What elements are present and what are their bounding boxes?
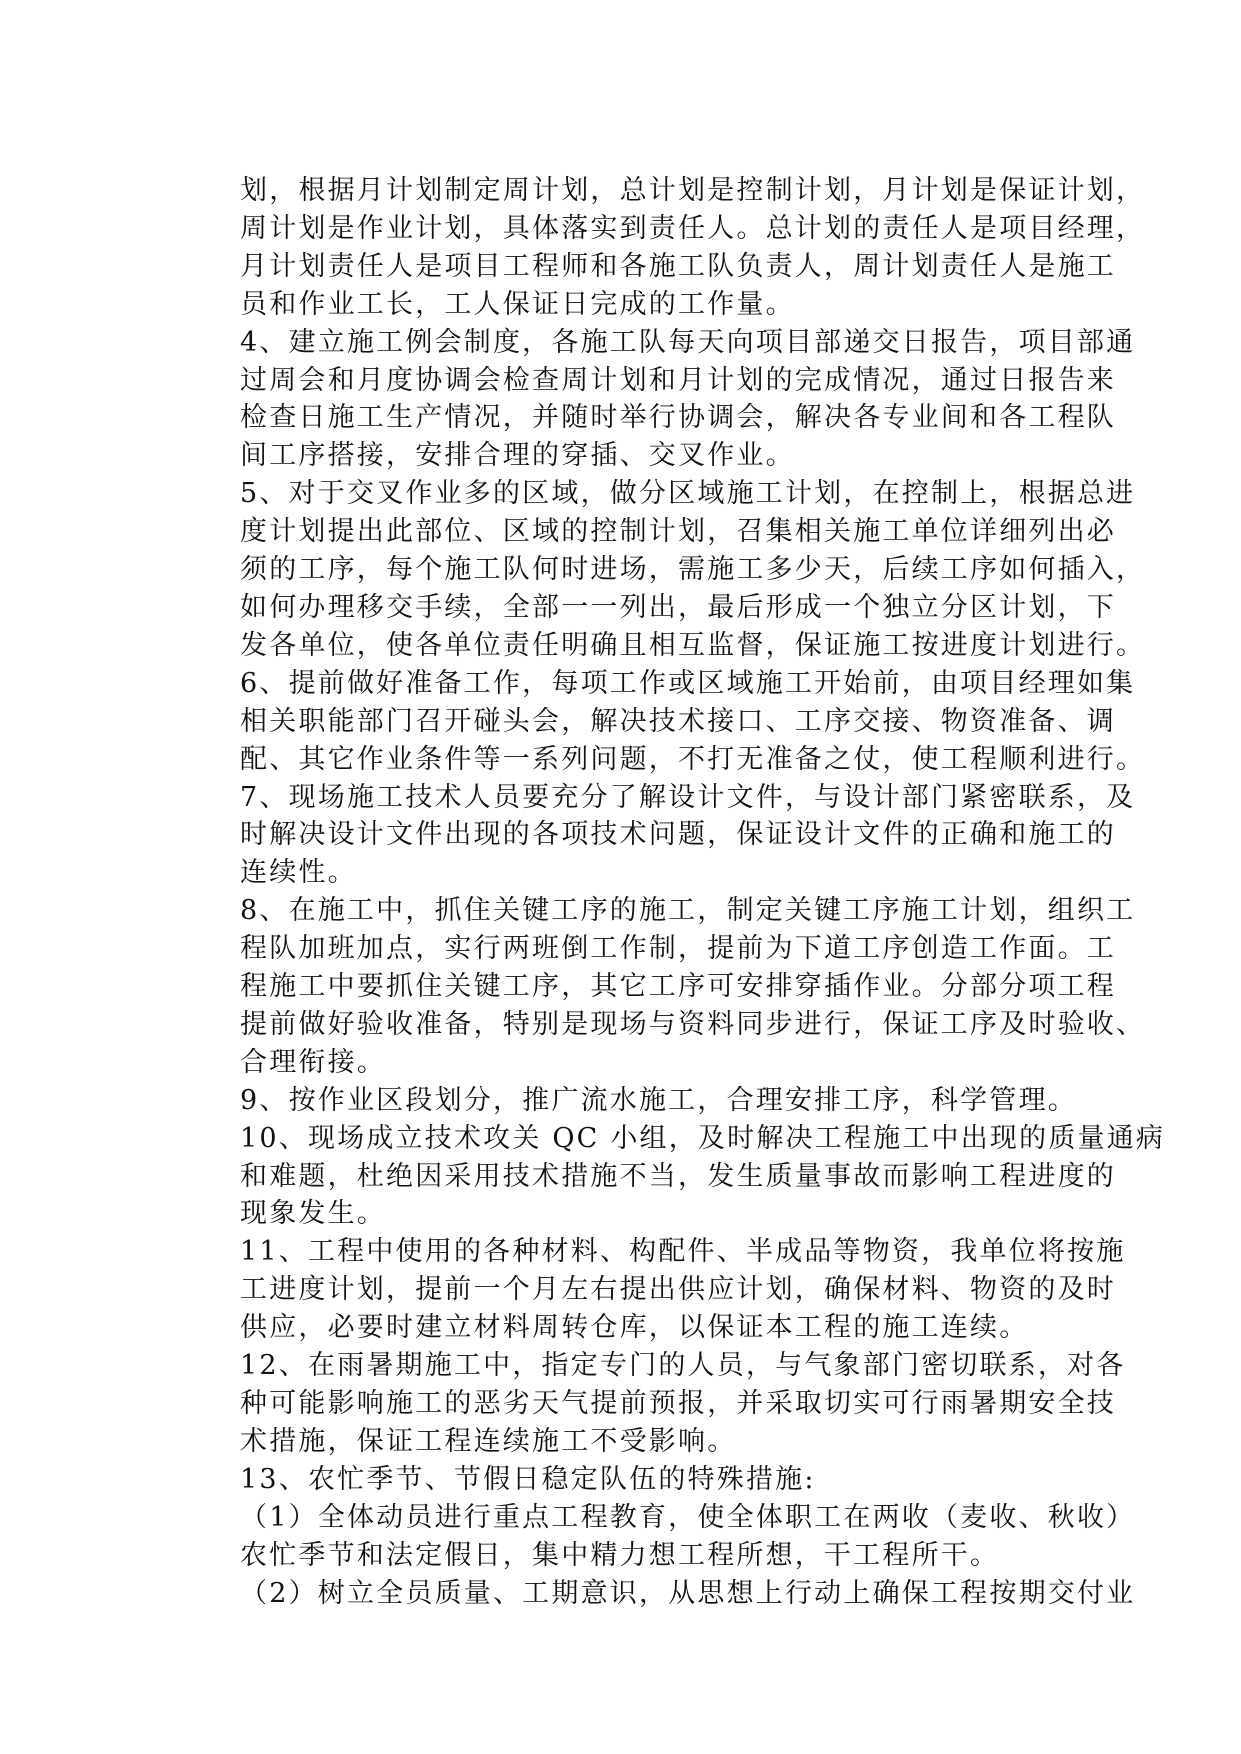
paragraph-continuation (240, 172, 1146, 324)
paragraph-item-12 (240, 1347, 1126, 1461)
text-line: 时解决设计文件出现的各项技术问题，保证设计文件的正确和施工的 (240, 819, 1116, 851)
text-line: 现象发生。 (240, 1198, 386, 1230)
paragraph-item-5 (240, 475, 1146, 665)
paragraph-subitem-2 (240, 1575, 1136, 1613)
text-line: 间工序搭接，安排合理的穿插、交叉作业。 (240, 440, 795, 472)
text-line: 4、建立施工例会制度，各施工队每天向项目部递交日报告，项目部通 (240, 326, 1136, 358)
text-line: 程施工中要抓住关键工序，其它工序可安排穿插作业。分部分项工程 (240, 971, 1116, 1003)
text-line: 周计划是作业计划，具体落实到责任人。总计划的责任人是项目经理， (240, 212, 1146, 244)
text-line: 供应，必要时建立材料周转仓库，以保证本工程的施工连续。 (240, 1312, 1029, 1344)
paragraph-item-11 (240, 1233, 1126, 1347)
text-line: 术措施，保证工程连续施工不受影响。 (240, 1425, 737, 1457)
text-line: 配、其它作业条件等一系列问题，不打无准备之仗，使工程顺利进行。 (240, 743, 1146, 775)
text-line: 5、对于交叉作业多的区域，做分区域施工计划，在控制上，根据总进 (240, 478, 1136, 510)
text-line: 程队加班加点，实行两班倒工作制，提前为下道工序创造工作面。工 (240, 933, 1116, 965)
text-line: 13、农忙季节、节假日稳定队伍的特殊措施: (240, 1463, 816, 1495)
text-line: 连续性。 (240, 857, 357, 889)
text-line: 相关职能部门召开碰头会，解决技术接口、工序交接、物资准备、调 (240, 705, 1116, 737)
paragraph-item-13 (240, 1461, 1102, 1499)
paragraph-item-10 (240, 1120, 1166, 1234)
text-line: 8、在施工中，抓住关键工序的施工，制定关键工序施工计划，组织工 (240, 895, 1136, 927)
text-line: 月计划责任人是项目工程师和各施工队负责人，周计划责任人是施工 (240, 250, 1116, 282)
text-line: 员和作业工长，工人保证日完成的工作量。 (240, 288, 795, 320)
text-line: 种可能影响施工的恶劣天气提前预报，并采取切实可行雨暑期安全技 (240, 1388, 1116, 1419)
text-line: 10、现场成立技术攻关 QC 小组，及时解决工程施工中出现的质量通病 (240, 1122, 1166, 1154)
text-line: 如何办理移交手续，全部一一列出，最后形成一个独立分区计划，下 (240, 591, 1116, 623)
text-line: 合理衔接。 (240, 1046, 386, 1078)
text-line: 农忙季节和法定假日，集中精力想工程所想，干工程所干。 (240, 1539, 1000, 1571)
text-line: 11、工程中使用的各种材料、构配件、半成品等物资，我单位将按施 (240, 1236, 1126, 1268)
text-line: 提前做好验收准备，特别是现场与资料同步进行，保证工序及时验收、 (240, 1008, 1146, 1040)
paragraph-item-6 (240, 665, 1146, 779)
document-page (240, 172, 1166, 1612)
text-line: 发各单位，使各单位责任明确且相互监督，保证施工按进度计划进行。 (240, 629, 1146, 661)
text-line: 6、提前做好准备工作，每项工作或区域施工开始前，由项目经理如集 (240, 667, 1136, 699)
paragraph-item-9 (240, 1082, 1102, 1120)
text-line: 划，根据月计划制定周计划，总计划是控制计划，月计划是保证计划， (240, 175, 1146, 206)
text-line: 和难题，杜绝因采用技术措施不当，发生质量事故而影响工程进度的 (240, 1160, 1116, 1192)
text-line: 12、在雨暑期施工中，指定专门的人员，与气象部门密切联系，对各 (240, 1350, 1126, 1382)
text-line: 过周会和月度协调会检查周计划和月计划的完成情况，通过日报告来 (240, 364, 1116, 396)
text-line: 须的工序，每个施工队何时进场，需施工多少天，后续工序如何插入， (240, 554, 1146, 586)
text-line: （2）树立全员质量、工期意识，从思想上行动上确保工程按期交付业 (240, 1577, 1136, 1609)
paragraph-item-8 (240, 892, 1146, 1082)
text-line: 工进度计划，提前一个月左右提出供应计划，确保材料、物资的及时 (240, 1274, 1116, 1306)
text-line: 9、按作业区段划分，推广流水施工，合理安排工序，科学管理。 (240, 1084, 1077, 1116)
paragraph-item-4 (240, 324, 1136, 476)
text-line: 度计划提出此部位、区域的控制计划，召集相关施工单位详细列出必 (240, 516, 1116, 548)
text-line: （1）全体动员进行重点工程教育，使全体职工在两收（麦收、秋收） (240, 1501, 1136, 1533)
text-line: 检查日施工生产情况，并随时举行协调会，解决各专业间和各工程队 (240, 402, 1116, 434)
paragraph-item-7 (240, 779, 1136, 893)
text-line: 7、现场施工技术人员要充分了解设计文件，与设计部门紧密联系，及 (240, 781, 1136, 813)
paragraph-subitem-1 (240, 1499, 1136, 1575)
